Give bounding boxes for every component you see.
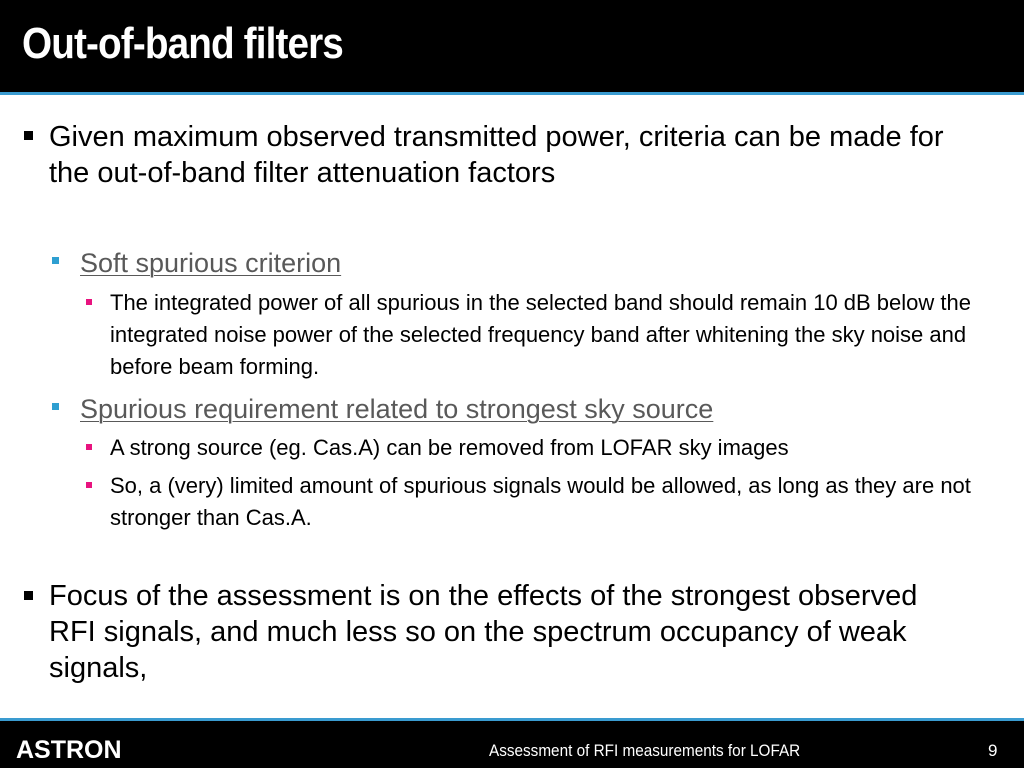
sub-sub-bullet-integrated-power: The integrated power of all spurious in the selected band should remain 10 dB below the integrated noise power of the selected frequency band after whitening the sky noise and before beam forming. — [110, 290, 971, 379]
footer-presentation-title: Assessment of RFI measurements for LOFAR — [489, 741, 801, 760]
sub-bullet-strongest-sky-source: Spurious requirement related to strongest sky source — [80, 394, 714, 424]
bullet-maximum-power: Given maximum observed transmitted power, criteria can be made for the out-of-band filter attenuation factors — [49, 121, 944, 189]
astron-logo: ASTRON — [16, 736, 122, 764]
bullet-focus-of-assessment: Focus of the assessment is on the effects of the strongest observed RFI signals, and much less so on the spectrum occupancy of weak signals, — [49, 580, 918, 684]
slide-title: Out-of-band filters — [22, 19, 343, 68]
pink-square-bullet-icon — [86, 444, 92, 450]
pink-square-bullet-icon — [86, 482, 92, 488]
square-bullet-icon — [24, 131, 33, 140]
page-number: 9 — [988, 741, 998, 760]
square-bullet-icon — [24, 591, 33, 600]
blue-square-bullet-icon — [52, 257, 59, 264]
sub-sub-bullet-strong-source: A strong source (eg. Cas.A) can be removed from LOFAR sky images — [110, 435, 789, 460]
sub-sub-bullet-limited-spurious: So, a (very) limited amount of spurious signals would be allowed, as long as they are not stronger than Cas.A. — [110, 473, 971, 530]
sub-bullet-soft-spurious: Soft spurious criterion — [80, 248, 342, 278]
blue-square-bullet-icon — [52, 403, 59, 410]
pink-square-bullet-icon — [86, 299, 92, 305]
